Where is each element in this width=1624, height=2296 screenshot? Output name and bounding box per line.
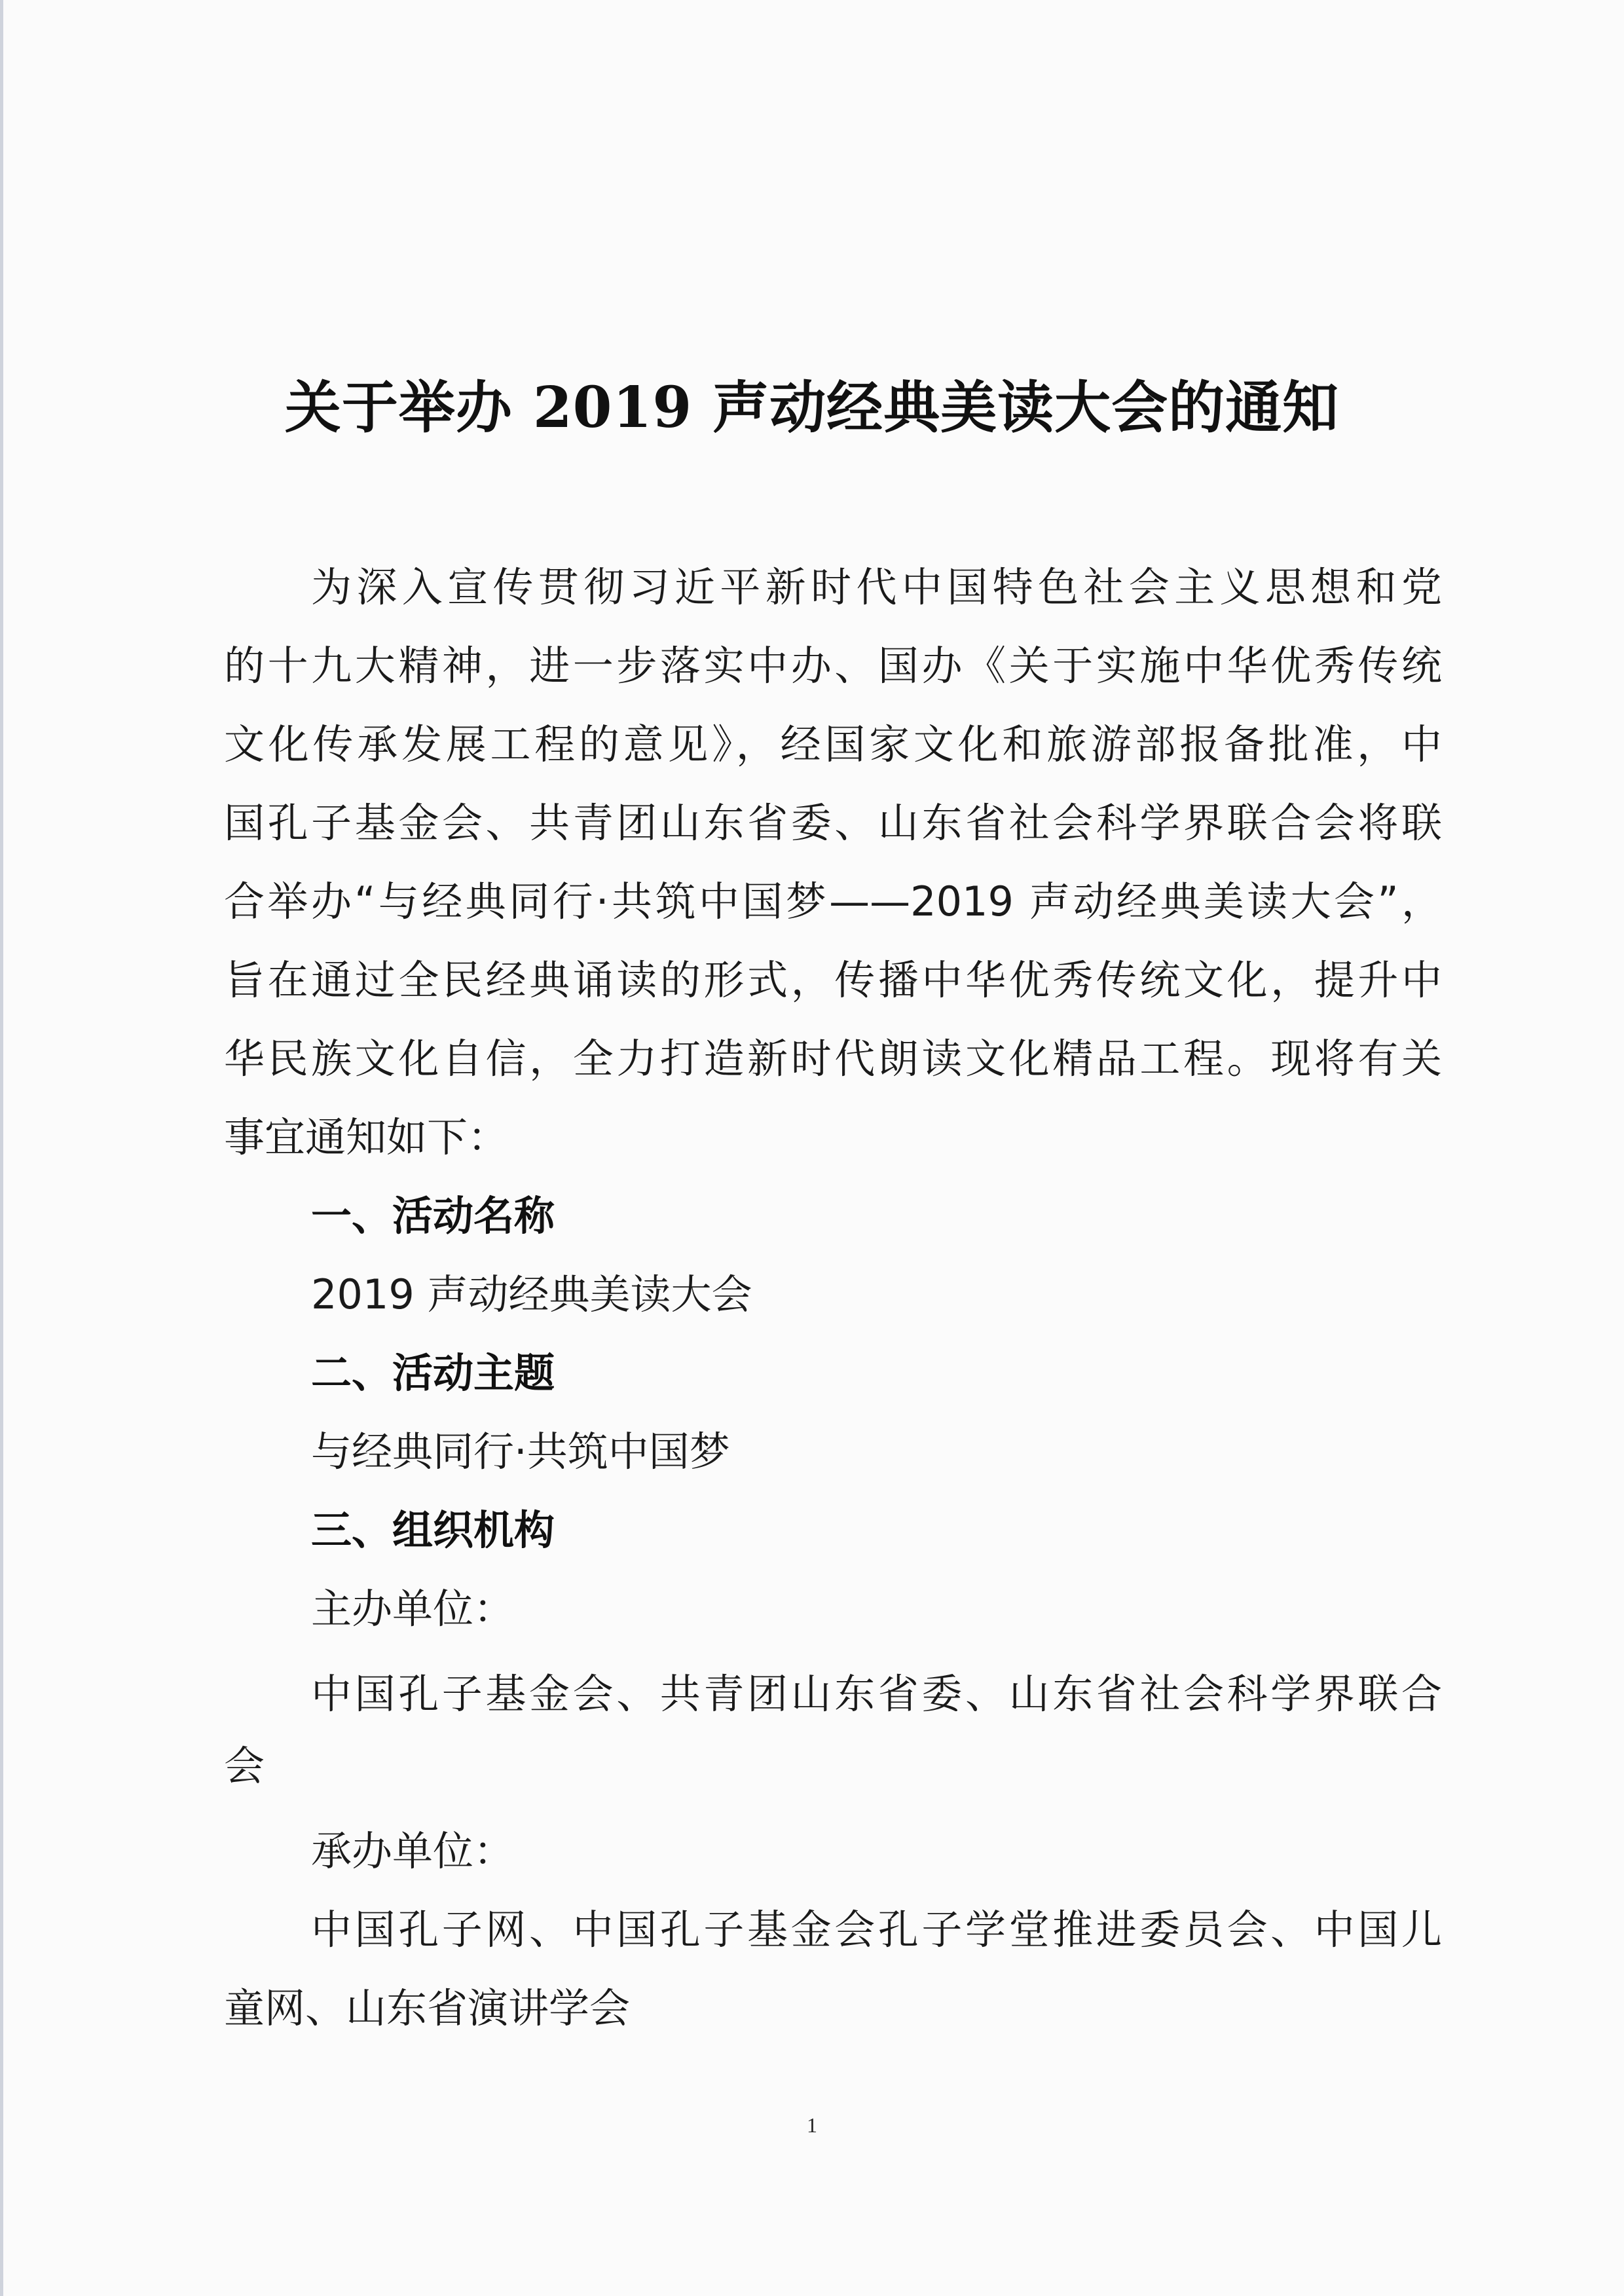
section-heading-theme: 二、活动主题 xyxy=(311,1349,555,1397)
paragraph-line: 文化传承发展工程的意见》，经国家文化和旅游部报备批准，中 xyxy=(224,720,1442,768)
section-heading-organization: 三、组织机构 xyxy=(311,1506,555,1554)
host-line: 会 xyxy=(224,1742,265,1790)
scan-edge xyxy=(0,0,3,2296)
page-number: 1 xyxy=(807,2113,817,2137)
section-text-name: 2019 声动经典美读大会 xyxy=(311,1270,752,1318)
paragraph-line: 国孔子基金会、共青团山东省委、山东省社会科学界联合会将联 xyxy=(224,799,1442,847)
paragraph-line: 事宜通知如下： xyxy=(224,1113,509,1161)
host-label: 主办单位： xyxy=(311,1585,515,1633)
paragraph-line: 旨在通过全民经典诵读的形式，传播中华优秀传统文化，提升中 xyxy=(224,956,1442,1004)
organizer-line: 童网、山东省演讲学会 xyxy=(224,1984,631,2032)
paragraph-line: 合举办“与经典同行·共筑中国梦——2019 声动经典美读大会”， xyxy=(224,878,1442,925)
document-title: 关于举办 2019 声动经典美读大会的通知 xyxy=(284,375,1340,441)
paragraph-line: 的十九大精神，进一步落实中办、国办《关于实施中华优秀传统 xyxy=(224,642,1442,690)
organizer-label: 承办单位： xyxy=(311,1827,515,1875)
section-heading-name: 一、活动名称 xyxy=(311,1192,555,1240)
section-text-theme: 与经典同行·共筑中国梦 xyxy=(311,1428,730,1475)
paragraph-line: 华民族文化自信，全力打造新时代朗读文化精品工程。现将有关 xyxy=(224,1035,1442,1083)
paragraph-line: 为深入宣传贯彻习近平新时代中国特色社会主义思想和党 xyxy=(311,563,1442,611)
host-line: 中国孔子基金会、共青团山东省委、山东省社会科学界联合 xyxy=(311,1670,1442,1718)
organizer-line: 中国孔子网、中国孔子基金会孔子学堂推进委员会、中国儿 xyxy=(311,1906,1442,1953)
